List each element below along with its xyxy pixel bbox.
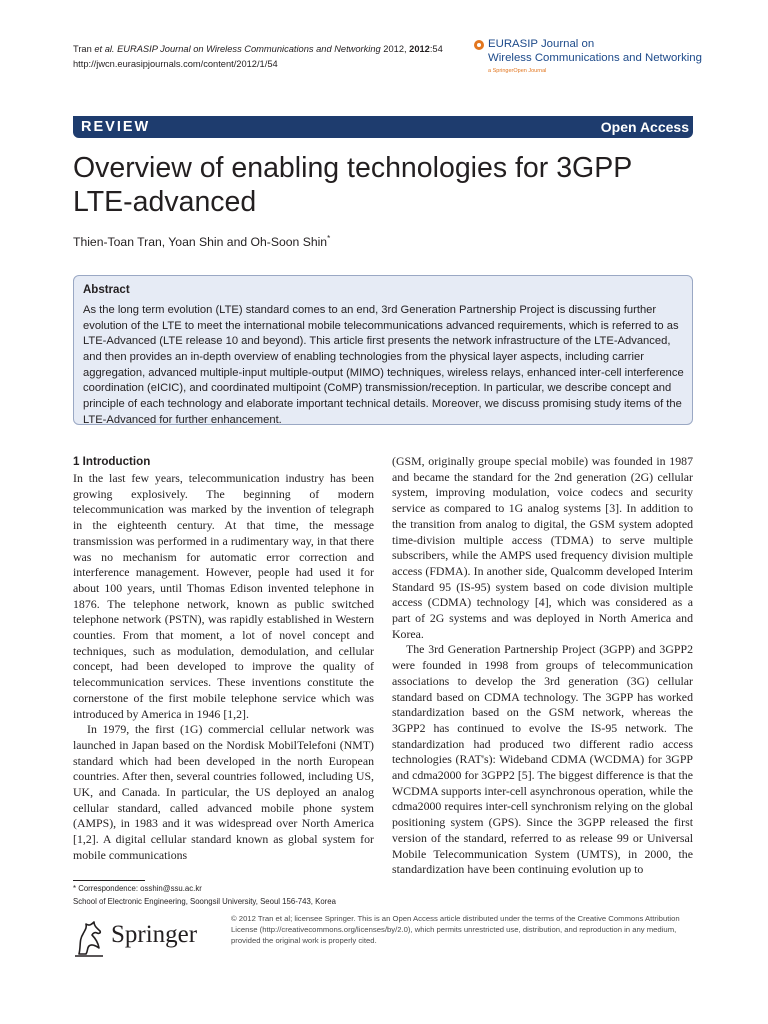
corresponding-author-mark: * xyxy=(327,234,331,243)
springer-horse-icon xyxy=(73,918,107,958)
body-column-left xyxy=(73,454,374,864)
citation-volume: 2012 xyxy=(409,44,430,54)
citation-url[interactable]: http://jwcn.eurasipjournals.com/content/2012/1/54 xyxy=(73,59,278,69)
journal-name-line1: EURASIP Journal on xyxy=(488,38,595,50)
body-paragraph: In the last few years, telecommunication industry has been growing explosively. The beginning of modern telecommunication was marked by the invention of telegraph in the eighteenth century. At that time, the message transmission was performed in a rudimentary way, in that there was no mechanism for automatic error correction and interference management. However, people had used it for about 100 years, until Thomas Edison invented telephone in 1876. The telephone network, known as public switched telephone network (PSTN), was rapidly established in Western counties. From that moment, a lot of novel concept and techniques, such as modulation, demodulation, and cellular concept, had been developed to improve the quality of telecommunication services. These inventions constitute the cornerstone of the first mobile telephone service which was introduced by America in 1946 [1,2]. xyxy=(73,471,374,721)
article-title: Overview of enabling technologies for 3GPP LTE-advanced xyxy=(73,152,632,218)
citation-year: 2012, xyxy=(380,44,410,54)
section-heading: 1 Introduction xyxy=(73,455,151,468)
journal-name-line2: Wireless Communications and Networking xyxy=(488,52,702,64)
open-access-label: Open Access xyxy=(600,119,689,135)
journal-tagline: a SpringerOpen Journal xyxy=(488,68,547,74)
footnote-divider xyxy=(73,880,145,881)
springer-logo xyxy=(73,918,223,958)
citation-line xyxy=(73,42,473,57)
abstract-box xyxy=(73,275,693,425)
publisher-name: Springer xyxy=(111,921,198,948)
abstract-heading: Abstract xyxy=(83,284,130,296)
eurasip-logo-icon xyxy=(474,40,484,50)
affiliation-note: School of Electronic Engineering, Soongsil University, Seoul 156-743, Korea xyxy=(73,897,336,906)
abstract-text: As the long term evolution (LTE) standard comes to an end, 3rd Generation Partnership Project is discussing further evolution of the LTE to meet the international mobile telecommunications advanced requirements, which is referred to as LTE-Advanced (LTE release 10 and beyond). This article first presents the network infrastructure of the LTE-Advanced, and then provides an in-depth overview of enabling technologies from the physical layer aspects, including carrier aggregation, advanced multiple-input multiple-output (MIMO) techniques, wireless relays, enhanced inter-cell interference coordination (eICIC), and coordinated multipoint (CoMP) transmission/reception. In particular, we describe concept and principle of each technology and elaborate important technical details. Moreover, we discuss promising study items of the LTE-Advanced for further enhancement. xyxy=(83,304,684,426)
citation-header xyxy=(73,42,473,72)
license-text: © 2012 Tran et al; licensee Springer. This is an Open Access article distributed under the terms of the Creative Commons Attribution License (http://creativecommons.org/licenses/by/2.0), which permits unrestricted use, distribution, and reproduction in any medium, provided the original work is properly cited. xyxy=(231,914,680,945)
body-column-right xyxy=(392,454,693,878)
citation-authors: Tran xyxy=(73,44,92,54)
citation-journal: et al. EURASIP Journal on Wireless Communications and Networking xyxy=(91,44,381,54)
footnote xyxy=(73,882,393,908)
body-paragraph: The 3rd Generation Partnership Project (3GPP) and 3GPP2 were founded in 1998 from groups of telecommunication associations to develop the 3rd generation (3G) cellular standard based on CDMA technology. The 3GPP has worked standardization based on the GSM network, whereas the 3GPP2 has continued to evolve the IS-95 network. The standardization had produced two different radio access technologies (RAT's): Wideband CDMA (WCDMA) for 3GPP and cdma2000 for 3GPP2 [5]. The biggest difference is that the WCDMA supports inter-cell asynchronous operation, while the cdma2000 requires inter-cell synchronism relying on the global positioning system (GPS). Since the 3GPP released the first version of the standard, referred to as release 99 or Universal Mobile Telecommunication System (UMTS), in 2000, the standardization have been continuing evolution up to xyxy=(392,642,693,877)
body-paragraph: In 1979, the first (1G) commercial cellular network was launched in Japan based on the Nordisk MobilTelefoni (NMT) standard which had been developed in the north European countries. After then, several countries followed, including US, UK, and Canada. In particular, the US deployed an analog cellular standard, called advanced mobile phone system (AMPS), in 1983 and it was widespread over North America [1,2]. A digital cellular standard known as global system for mobile communications xyxy=(73,722,374,862)
article-type-label: REVIEW xyxy=(81,119,151,135)
article-type-banner xyxy=(73,116,693,138)
correspondence-note: * Correspondence: osshin@ssu.ac.kr xyxy=(73,884,202,893)
body-paragraph: (GSM, originally groupe special mobile) was founded in 1987 and became the standard for the 2nd generation (2G) cellular system, improving modulation, voice codecs and security service as compared to 1G analog systems [3]. In addition to the transition from analog to digital, the GSM system adopted time-division multiple access (TDMA) to serve multiple subscribers, while the AMPS used frequency division multiple access (FDMA). In another side, Qualcomm developed Interim Standard 95 (IS-95) system based on code division multiple access (CDMA) technology [4], which was considered as a part of 2G systems and was deployed in North America and Korea. xyxy=(392,454,693,641)
author-names: Thien-Toan Tran, Yoan Shin and Oh-Soon Shin xyxy=(73,235,328,250)
author-list xyxy=(73,234,330,249)
citation-article: :54 xyxy=(429,44,443,54)
